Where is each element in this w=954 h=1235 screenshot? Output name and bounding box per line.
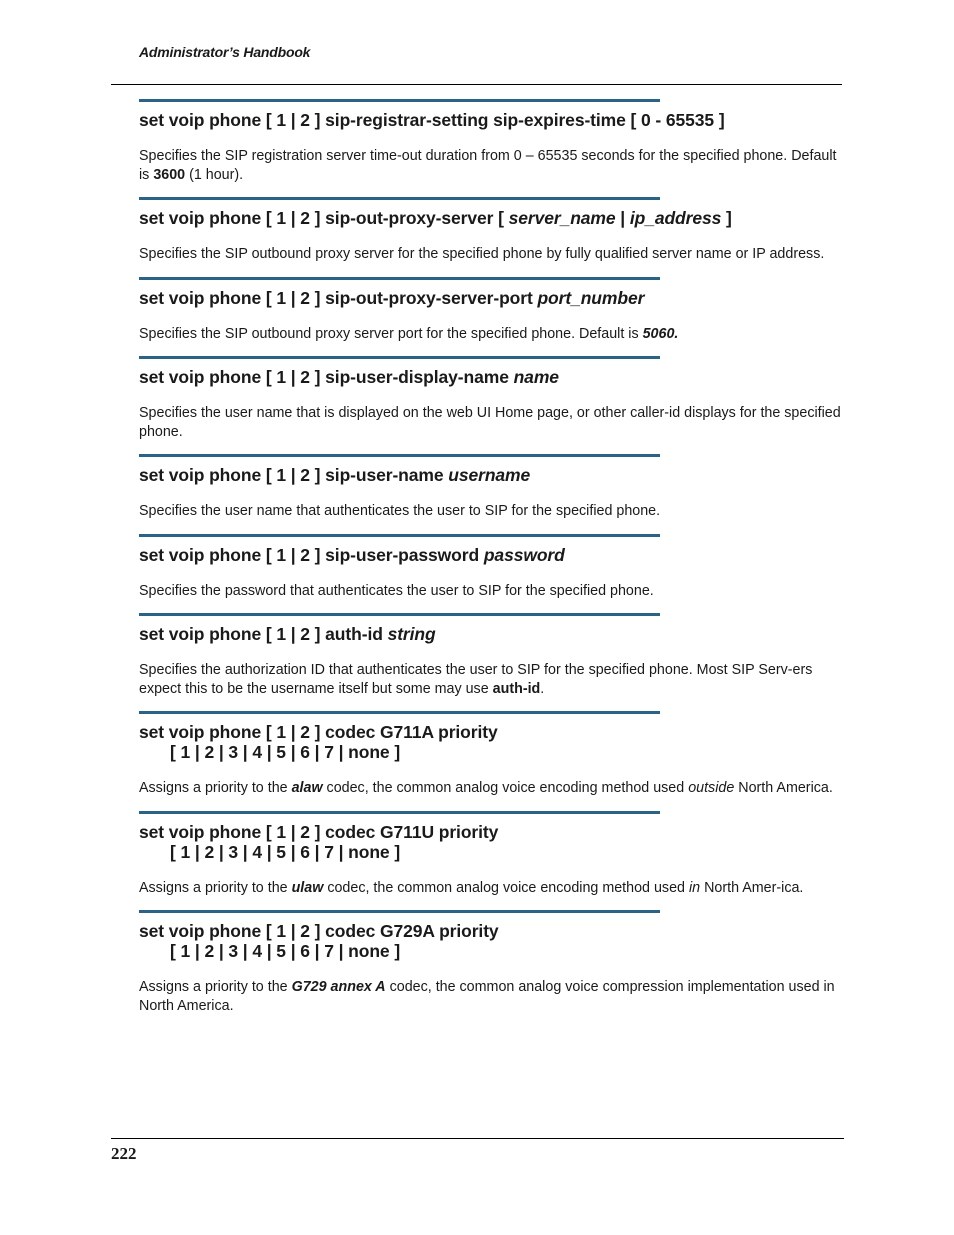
section-codec-g711a: [139, 711, 845, 798]
section-rule: [139, 454, 660, 457]
command-description: [139, 147, 845, 184]
command-heading: [139, 208, 845, 228]
desc-text: Specifies the SIP registration server time-out duration from 0 – 65535 seconds for the specified phone. Default is: [139, 148, 837, 183]
section-sip-out-proxy-server-port: [139, 277, 845, 344]
command-heading: [139, 822, 845, 862]
desc-text: Specifies the authorization ID that authenticates the user to SIP for the specified phone. Most SIP Serv-ers expect this to be the username itself but some may use: [139, 662, 813, 697]
command-text: set voip phone [ 1 | 2 ] codec G711A priority: [139, 722, 498, 742]
section-rule: [139, 534, 660, 537]
default-value: 5060.: [642, 325, 679, 342]
command-text: ]: [721, 208, 732, 228]
section-rule: [139, 356, 660, 359]
section-sip-expires-time: [139, 99, 845, 184]
command-heading: [139, 465, 845, 485]
footer-rule: [111, 1138, 844, 1139]
codec-name: alaw: [291, 780, 323, 796]
desc-text: .: [540, 680, 545, 697]
section-sip-user-display-name: [139, 356, 845, 441]
command-description: [139, 879, 845, 898]
command-text: set voip phone [ 1 | 2 ] codec G729A priority: [139, 921, 499, 941]
desc-text: Specifies the user name that authenticates the user to SIP for the specified phone.: [139, 503, 661, 519]
command-heading: [139, 110, 845, 130]
command-text: set voip phone [ 1 | 2 ] codec G711U priority: [139, 821, 499, 842]
command-description: [139, 779, 845, 798]
command-description: [139, 325, 845, 344]
command-continuation: [ 1 | 2 | 3 | 4 | 5 | 6 | 7 | none ]: [170, 742, 401, 762]
section-rule: [139, 910, 660, 913]
command-param: ip_address: [629, 208, 722, 228]
desc-text: North Amer-ica.: [700, 879, 804, 896]
section-codec-g711u: [139, 811, 845, 898]
section-sip-out-proxy-server: [139, 197, 845, 264]
command-description: [139, 582, 845, 601]
command-description: [139, 502, 845, 521]
command-text: set voip phone [ 1 | 2 ] auth-id: [139, 624, 388, 644]
command-param: string: [387, 624, 436, 644]
command-description: [139, 404, 845, 441]
command-param: password: [483, 544, 565, 565]
command-heading: [139, 545, 845, 565]
command-text: set voip phone [ 1 | 2 ] sip-out-proxy-server [: [139, 208, 509, 228]
command-heading: [139, 624, 845, 644]
desc-text: Specifies the SIP outbound proxy server port for the specified phone. Default is: [139, 325, 643, 342]
command-heading: [139, 367, 845, 387]
command-description: [139, 661, 845, 698]
emphasis: outside: [688, 780, 735, 796]
command-text: set voip phone [ 1 | 2 ] sip-user-name: [139, 465, 449, 485]
desc-text: Specifies the user name that is displayed on the web UI Home page, or other caller-id displays for the specified phone.: [139, 405, 841, 440]
section-rule: [139, 99, 660, 102]
page-number: 222: [111, 1144, 137, 1163]
section-sip-user-password: [139, 534, 845, 601]
command-text: |: [615, 208, 630, 228]
command-param: username: [448, 465, 531, 485]
running-header-title: Administrator’s Handbook: [139, 44, 311, 60]
desc-text: codec, the common analog voice compression implementation used in North America.: [139, 979, 835, 1014]
section-rule: [139, 711, 660, 714]
section-rule: [139, 811, 660, 814]
section-rule: [139, 613, 660, 616]
desc-text: Assigns a priority to the: [139, 780, 292, 796]
command-heading: [139, 921, 845, 961]
command-text: set voip phone [ 1 | 2 ] sip-out-proxy-server-port: [139, 287, 538, 308]
section-rule: [139, 197, 660, 200]
header-rule: [111, 84, 842, 85]
command-param: name: [513, 367, 559, 387]
desc-text: Assigns a priority to the: [139, 979, 292, 995]
command-text: set voip phone [ 1 | 2 ] sip-registrar-setting sip-expires-time [ 0 - 65535 ]: [139, 110, 725, 130]
emphasis: in: [688, 879, 701, 896]
command-continuation: [ 1 | 2 | 3 | 4 | 5 | 6 | 7 | none ]: [170, 841, 401, 862]
desc-text: codec, the common analog voice encoding method used: [322, 780, 689, 796]
command-description: [139, 978, 845, 1015]
desc-text: codec, the common analog voice encoding method used: [323, 879, 689, 896]
command-param: port_number: [537, 287, 645, 308]
command-heading: [139, 722, 845, 762]
default-value: 3600: [153, 166, 186, 183]
desc-text: Specifies the password that authenticates the user to SIP for the specified phone.: [139, 582, 654, 599]
desc-text: (1 hour).: [185, 166, 244, 183]
command-text: set voip phone [ 1 | 2 ] sip-user-password: [139, 544, 484, 565]
section-sip-user-name: [139, 454, 845, 521]
section-codec-g729a: [139, 910, 845, 1015]
command-description: [139, 245, 845, 264]
codec-name: ulaw: [291, 879, 324, 896]
page-content: [139, 99, 845, 1028]
section-auth-id: [139, 613, 845, 698]
desc-text: Assigns a priority to the: [139, 879, 292, 896]
command-continuation: [ 1 | 2 | 3 | 4 | 5 | 6 | 7 | none ]: [170, 941, 401, 961]
command-heading: [139, 288, 845, 308]
command-text: set voip phone [ 1 | 2 ] sip-user-display-name: [139, 367, 514, 387]
desc-text: North America.: [734, 780, 833, 796]
desc-text: Specifies the SIP outbound proxy server for the specified phone by fully qualified server name or IP address.: [139, 246, 825, 262]
section-rule: [139, 277, 660, 280]
codec-name: G729 annex A: [291, 979, 386, 995]
keyword: auth-id: [492, 680, 541, 697]
command-param: server_name: [508, 208, 616, 228]
